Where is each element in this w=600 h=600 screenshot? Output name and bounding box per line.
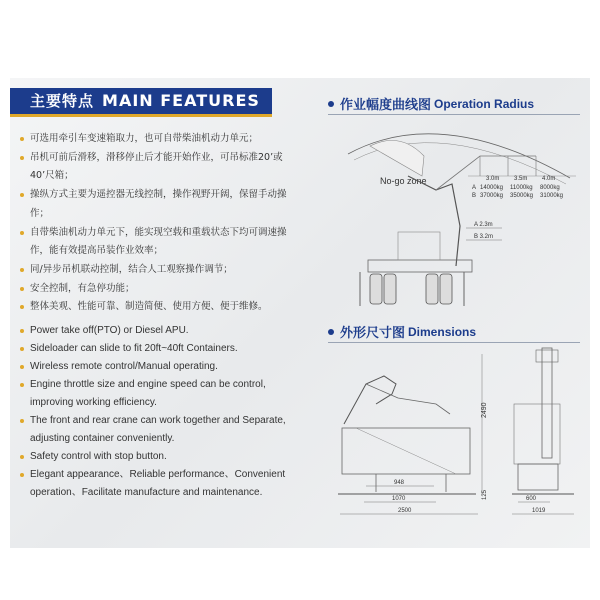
- list-item: [20, 322, 300, 340]
- tire-icon: [370, 274, 382, 304]
- bullet-icon: [20, 193, 24, 197]
- bullet-icon: [20, 455, 24, 459]
- main-features-title-cn: 主要特点: [30, 92, 95, 110]
- dimensions-title-cn: 外形尺寸图: [340, 326, 406, 341]
- operation-radius-heading: [328, 94, 534, 113]
- crane-boom: [408, 176, 460, 266]
- cn-feature-list: [20, 130, 300, 317]
- table-row-label: B: [472, 193, 477, 199]
- no-go-zone-shape: [370, 140, 424, 176]
- list-item-text: 安全控制，有急停功能；: [30, 282, 135, 294]
- list-item: [20, 149, 300, 186]
- height-label: 2490: [481, 402, 488, 418]
- main-features-title: [30, 90, 260, 112]
- bullet-icon: [20, 287, 24, 291]
- front-column: [542, 348, 552, 458]
- heading-divider: [328, 342, 580, 343]
- front-frame: [514, 404, 560, 464]
- operation-radius-title-en: Operation Radius: [434, 96, 535, 111]
- en-feature-list: [20, 322, 300, 502]
- bullet-icon: [20, 268, 24, 272]
- front-base: [518, 464, 558, 490]
- list-item: [20, 261, 300, 280]
- bullet-icon: [20, 137, 24, 141]
- bullet-icon: [328, 329, 334, 335]
- front-top: [536, 350, 558, 362]
- list-item: [20, 376, 300, 412]
- bullet-icon: [20, 365, 24, 369]
- list-item: [20, 280, 300, 299]
- list-item-text: Power take off(PTO) or Diesel APU.: [30, 325, 189, 336]
- main-features-title-en: MAIN FEATURES: [102, 91, 260, 110]
- list-item-text: 整体美观、性能可靠、制造简便、使用方便、便于维修。: [30, 301, 268, 313]
- base-height-label: 125: [482, 489, 488, 500]
- table-header-cell: 3.0m: [486, 176, 500, 182]
- operation-radius-diagram: [340, 116, 580, 316]
- bullet-icon: [20, 329, 24, 333]
- list-item-text: Wireless remote control/Manual operating.: [30, 361, 218, 372]
- list-item: [20, 448, 300, 466]
- dimensions-title-en: Dimensions: [408, 324, 477, 339]
- bullet-icon: [328, 101, 334, 107]
- list-item: [20, 298, 300, 317]
- no-go-zone-label: No-go zone: [380, 176, 427, 186]
- list-item-text: 吊机可前后滑移，滑移停止后才能开始作业，可吊标准20’或40’尺箱；: [30, 151, 283, 182]
- list-item: [20, 412, 300, 448]
- bullet-icon: [20, 347, 24, 351]
- width-1019-label: 1019: [532, 508, 546, 514]
- list-item-text: Elegant appearance、Reliable performance、Convenient operation、Facilitate manufacture and maintenance.: [30, 469, 286, 498]
- list-item: [20, 358, 300, 376]
- title-underline: [10, 114, 272, 117]
- width-600-label: 600: [526, 496, 537, 502]
- list-item-text: Sideloader can slide to fit 20ft~40ft Containers.: [30, 343, 238, 354]
- dimensions-heading: [328, 322, 476, 341]
- table-cell: 31000kg: [540, 193, 564, 199]
- list-item-text: 同/异步吊机联动控制，结合人工观察操作调节；: [30, 263, 233, 275]
- list-item: [20, 130, 300, 149]
- radius-arc: [348, 134, 570, 178]
- table-cell: 14000kg: [480, 185, 504, 191]
- table-cell: 35000kg: [510, 193, 534, 199]
- radius-load-table: [468, 176, 576, 199]
- list-item-text: The front and rear crane can work together and Separate, adjusting container conveniently.: [30, 415, 286, 444]
- table-row-label: A: [472, 185, 477, 191]
- side-boom-arm: [366, 384, 450, 414]
- list-item-text: Engine throttle size and engine speed can be control, improving working efficiency.: [30, 379, 266, 408]
- operation-radius-title-cn: 作业幅度曲线图: [340, 98, 432, 113]
- bullet-icon: [20, 156, 24, 160]
- table-cell: 37000kg: [480, 193, 504, 199]
- table-header-cell: 4.0m: [542, 176, 556, 182]
- table-cell: 11000kg: [510, 185, 533, 191]
- tire-icon: [384, 274, 396, 304]
- side-boom: [344, 376, 396, 424]
- bullet-icon: [20, 383, 24, 387]
- list-item: [20, 466, 300, 502]
- list-item: [20, 224, 300, 261]
- list-item-text: 自带柴油机动力单元下，能实现空载和重载状态下均可调速操作，能有效提高吊装作业效率；: [30, 226, 287, 257]
- list-item-text: 可选用牵引车变速箱取力，也可自带柴油机动力单元；: [30, 133, 259, 144]
- dim-b-label: B 3.2m: [474, 234, 494, 240]
- list-item-text: 操纵方式主要为遥控器无线控制，操作视野开阔，保留手动操作；: [30, 189, 287, 219]
- list-item: [20, 186, 300, 223]
- table-cell: 8000kg: [540, 185, 560, 191]
- width-1070-label: 1070: [392, 496, 406, 502]
- tire-icon: [440, 274, 452, 304]
- dimensions-diagram: [336, 344, 580, 520]
- bullet-icon: [20, 473, 24, 477]
- tire-icon: [426, 274, 438, 304]
- crane-frame: [398, 232, 440, 260]
- side-brace: [356, 428, 456, 474]
- list-item: [20, 340, 300, 358]
- bullet-icon: [20, 305, 24, 309]
- width-2500-label: 2500: [398, 508, 412, 514]
- list-item-text: Safety control with stop button.: [30, 451, 167, 462]
- bullet-icon: [20, 419, 24, 423]
- dim-a-label: A 2.3m: [474, 222, 493, 228]
- table-header-cell: 3.5m: [514, 176, 528, 182]
- width-948-label: 948: [394, 480, 405, 486]
- bullet-icon: [20, 231, 24, 235]
- heading-divider: [328, 114, 580, 115]
